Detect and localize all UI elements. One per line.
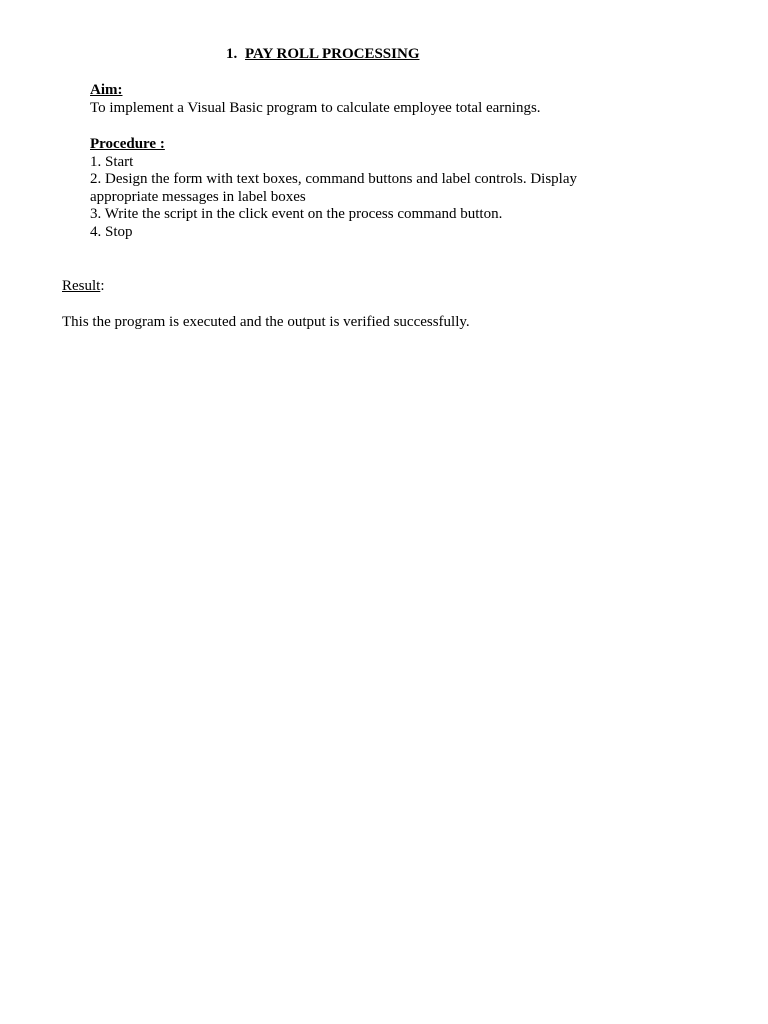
procedure-step: appropriate messages in label boxes — [90, 188, 306, 205]
document-title-line — [226, 46, 420, 63]
result-text-block — [62, 314, 470, 332]
aim-text: To implement a Visual Basic program to calculate employee total earnings. — [90, 99, 541, 116]
procedure-step: 1. Start — [90, 153, 134, 170]
result-heading: Result — [62, 278, 101, 294]
procedure-step: 3. Write the script in the click event on the process command button. — [90, 206, 503, 222]
page-title: PAY ROLL PROCESSING — [245, 46, 420, 62]
result-text: This the program is executed and the output is verified successfully. — [62, 314, 470, 330]
procedure-step: 2. Design the form with text boxes, command buttons and label controls. Display — [90, 171, 578, 187]
aim-section — [90, 82, 541, 117]
aim-heading: Aim: — [90, 82, 123, 98]
procedure-section — [90, 136, 577, 241]
result-colon: : — [100, 278, 105, 294]
procedure-step: 4. Stop — [90, 223, 133, 240]
title-number: 1. — [226, 46, 238, 62]
result-section — [62, 278, 105, 296]
procedure-heading: Procedure : — [90, 136, 165, 152]
